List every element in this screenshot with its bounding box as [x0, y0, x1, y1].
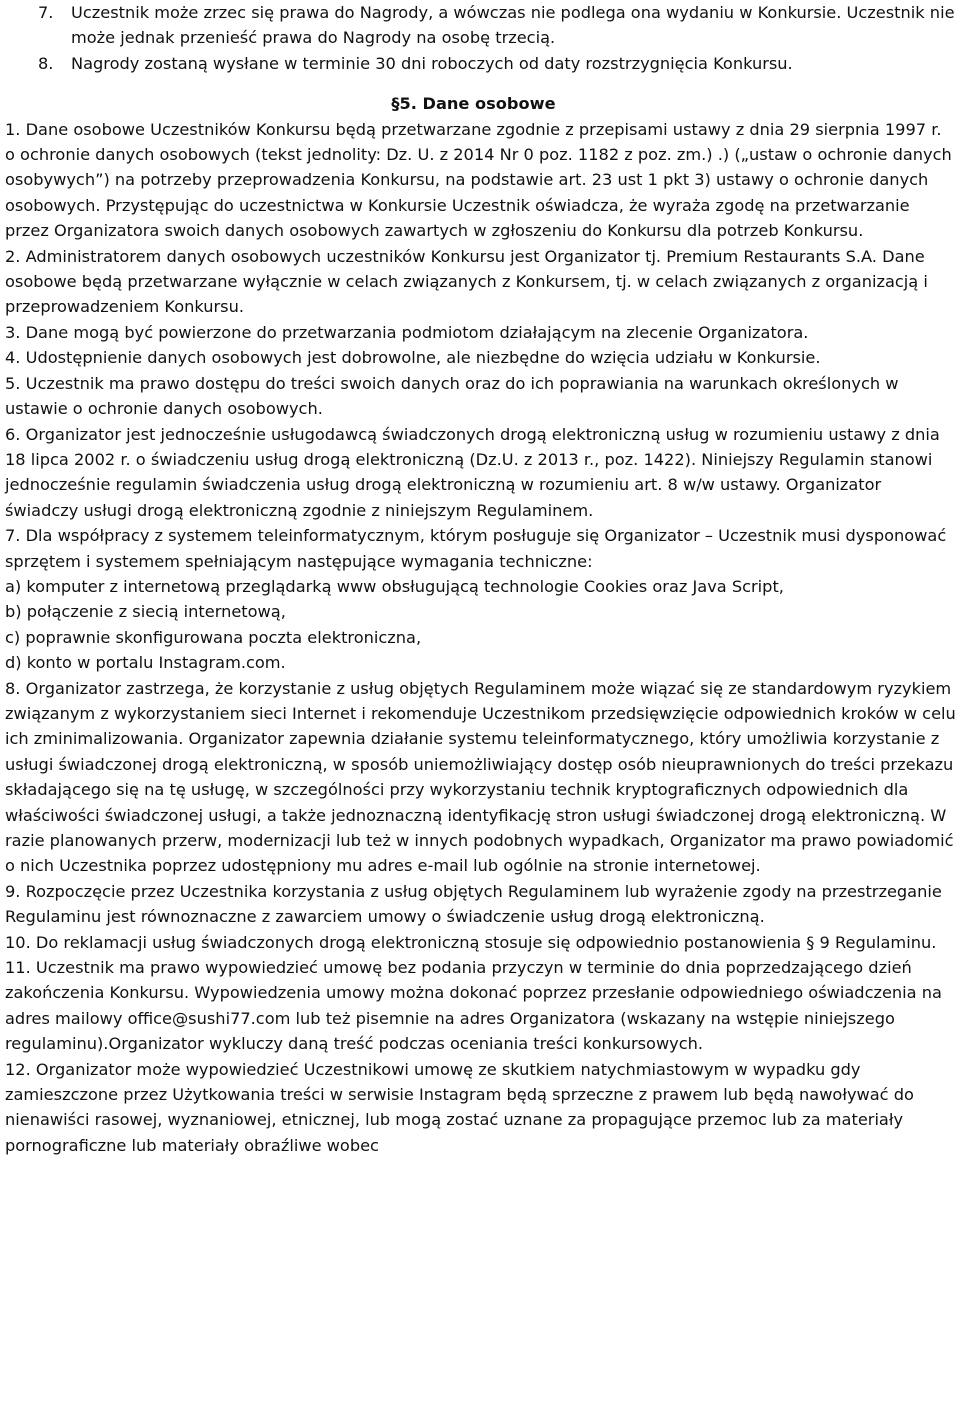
- paragraph: 11. Uczestnik ma prawo wypowiedzieć umowę bez podania przyczyn w terminie do dnia poprzedzającego dzień zakończenia Konkursu. Wypowiedzenia umowy można dokonać poprzez przesłanie odpowiedniego oświadczenia na adres mailowy office@sushi77.com lub też pisemnie na adres Organizatora (wskazany na wstępie niniejszego regulaminu).Organizator wykluczy daną treść podczas oceniania treści konkursowych.: [5, 958, 942, 1054]
- section-title: §5. Dane osobowe: [391, 94, 556, 114]
- paragraph: 10. Do reklamacji usług świadczonych drogą elektroniczną stosuje się odpowiednio postanowienia § 9 Regulaminu.: [5, 932, 937, 952]
- list-item: [5, 51, 956, 76]
- paragraph: 4. Udostępnienie danych osobowych jest dobrowolne, ale niezbędne do wzięcia udziału w Konkursie.: [5, 348, 821, 368]
- paragraph: 6. Organizator jest jednocześnie usługodawcą świadczonych drogą elektroniczną usług w rozumieniu ustawy z dnia 18 lipca 2002 r. o świadczeniu usług drogą elektroniczną (Dz.U. z 2013 r., poz. 1422). Niniejszy Regulamin stanowi jednocześnie regulamin świadczenia usług drogą elektroniczną w rozumieniu art. 8 w/w ustawy. Organizator świadczy usługi drogą elektroniczną zgodnie z niniejszym Regulaminem.: [5, 424, 940, 520]
- paragraph: 8. Organizator zastrzega, że korzystanie z usług objętych Regulaminem może wiązać się ze standardowym ryzykiem związanym z wykorzystaniem sieci Internet i rekomenduje Uczestnikom przedsięwzięcie odpowiednich kroków w celu ich zminimalizowania. Organizator zapewnia działanie systemu teleinformatycznego, który umożliwia korzystanie z usługi świadczonej drogą elektroniczną, w sposób uniemożliwiający dostęp osób nieuprawnionych do treści przekazu składającego się na tę usługę, w szczególności przy wykorzystaniu technik kryptograficznych odpowiednich dla właściwości świadczonej usługi, a także jednoznaczną identyfikację stron usługi świadczonej drogą elektroniczną. W razie planowanych przerw, modernizacji lub też w innych podobnych wypadkach, Organizator ma prawo powiadomić o nich Uczestnika poprzez udostępniony mu adres e-mail lub ogólnie na stronie internetowej.: [5, 678, 956, 876]
- paragraph: 9. Rozpoczęcie przez Uczestnika korzystania z usług objętych Regulaminem lub wyrażenie zgody na przestrzeganie Regulaminu jest równoznaczne z zawarciem umowy o świadczenie usług drogą elektroniczną.: [5, 881, 942, 927]
- prize-terms-list: [5, 0, 956, 76]
- paragraph: 2. Administratorem danych osobowych uczestników Konkursu jest Organizator tj. Premium Restaurants S.A. Dane osobowe będą przetwarzane wyłącznie w celach związanych z Konkursem, tj. w celach związanych z organizacją i przeprowadzeniem Konkursu.: [5, 246, 928, 317]
- paragraph: 5. Uczestnik ma prawo dostępu do treści swoich danych oraz do ich poprawiania na warunkach określonych w ustawie o ochronie danych osobowych.: [5, 373, 899, 419]
- paragraph: 12. Organizator może wypowiedzieć Uczestnikowi umowę ze skutkiem natychmiastowym w wypadku gdy zamieszczone przez Użytkowania treści w serwisie Instagram będą sprzeczne z prawem lub będą nawoływać do nienawiści rasowej, wyznaniowej, etnicznej, lub mogą zostać uznane za propagujące przemoc lub za materiały pornograficzne lub materiały obraźliwe wobec: [5, 1059, 914, 1155]
- paragraph: c) poprawnie skonfigurowana poczta elektroniczna,: [5, 627, 422, 647]
- paragraph: a) komputer z internetową przeglądarką www obsługującą technologie Cookies oraz Java Script,: [5, 576, 784, 596]
- list-item: [5, 0, 956, 51]
- list-item-text: Uczestnik może zrzec się prawa do Nagrody, a wówczas nie podlega ona wydaniu w Konkursie. Uczestnik nie może jednak przenieść prawa do Nagrody na osobę trzecią.: [71, 3, 955, 48]
- section-body: [5, 117, 956, 1159]
- paragraph: 3. Dane mogą być powierzone do przetwarzania podmiotom działającym na zlecenie Organizatora.: [5, 322, 809, 342]
- list-item-text: Nagrody zostaną wysłane w terminie 30 dni roboczych od daty rozstrzygnięcia Konkursu.: [71, 53, 793, 73]
- paragraph: b) połączenie z siecią internetową,: [5, 602, 286, 622]
- list-item-number: 7.: [38, 3, 54, 22]
- list-item-number: 8.: [38, 53, 54, 73]
- paragraph: d) konto w portalu Instagram.com.: [5, 653, 286, 673]
- paragraph: 1. Dane osobowe Uczestników Konkursu będą przetwarzane zgodnie z przepisami ustawy z dnia 29 sierpnia 1997 r. o ochronie danych osobowych (tekst jednolity: Dz. U. z 2014 Nr 0 poz. 1182 z poz. zm.) .) („ustaw o ochronie danych osobywych”) na potrzeby przeprowadzenia Konkursu, na podstawie art. 23 ust 1 pkt 3) ustawy o ochronie danych osobowych. Przystępując do uczestnictwa w Konkursie Uczestnik oświadcza, że wyraża zgodę na przetwarzanie przez Organizatora swoich danych osobowych zawartych w zgłoszeniu do Konkursu dla potrzeb Konkursu.: [5, 119, 952, 241]
- paragraph: 7. Dla współpracy z systemem teleinformatycznym, którym posługuje się Organizator – Uczestnik musi dysponować sprzętem i systemem spełniającym następujące wymagania techniczne:: [5, 526, 947, 571]
